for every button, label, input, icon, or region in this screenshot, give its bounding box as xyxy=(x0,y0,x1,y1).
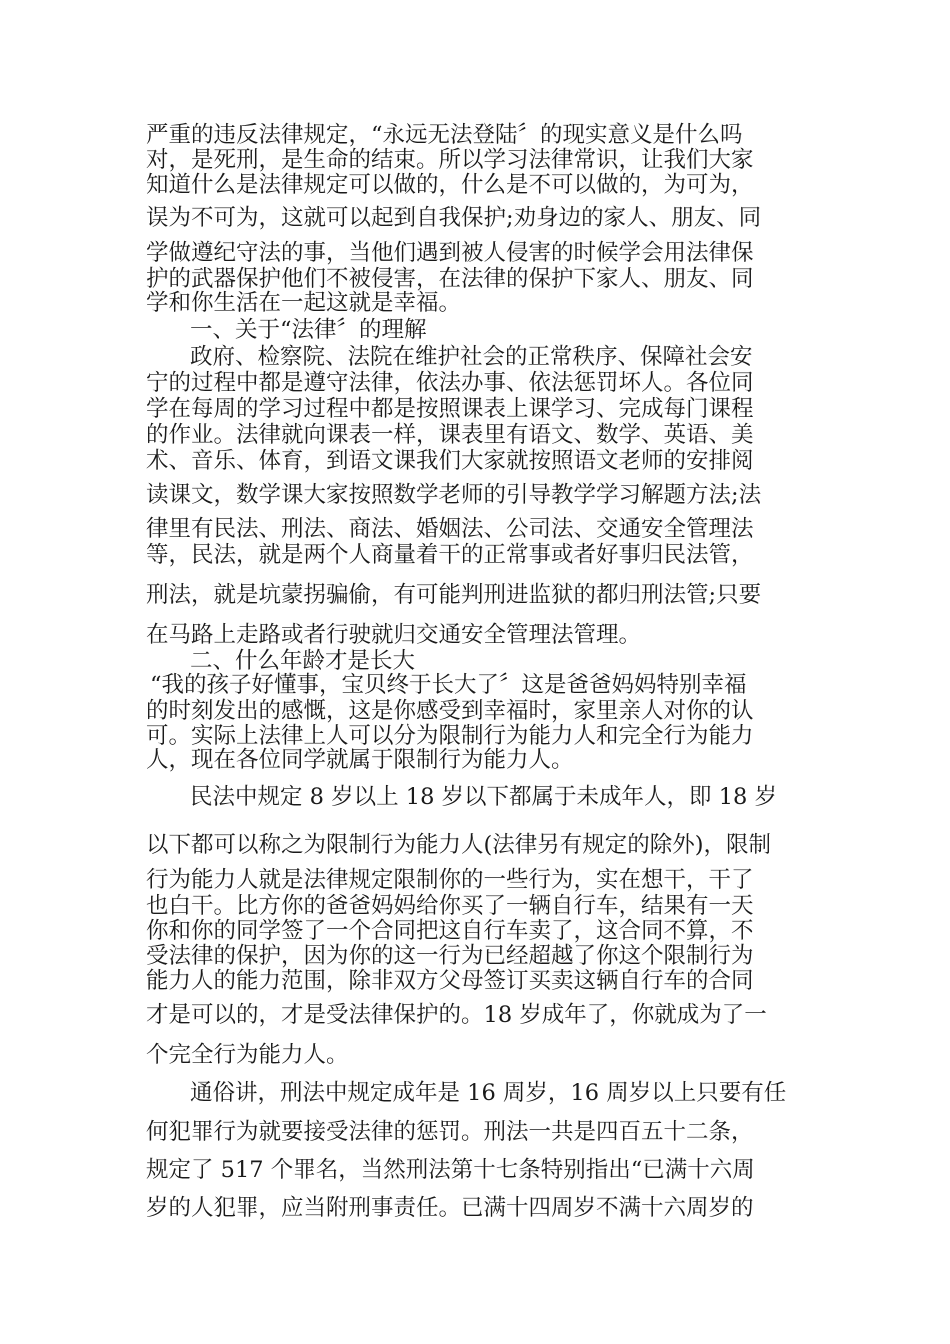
text-line: 宁的过程中都是遵守法律，依法办事、依法惩罚坏人。各位同 xyxy=(146,370,754,396)
text-line: 也白干。比方你的爸爸妈妈给你买了一辆自行车，结果有一天 xyxy=(146,893,754,919)
text-line: 个完全行为能力人。 xyxy=(146,1042,349,1068)
section-heading: 二、什么年龄才是长大 xyxy=(190,648,416,674)
text-line: 才是可以的，才是受法律保护的。18 岁成年了，你就成为了一 xyxy=(146,1002,767,1028)
text-line: 受法律的保护，因为你的这一行为已经超越了你这个限制行为 xyxy=(146,943,754,969)
text-line: 的作业。法律就向课表一样，课表里有语文、数学、英语、美 xyxy=(146,422,754,448)
text-line: 律里有民法、刑法、商法、婚姻法、公司法、交通安全管理法 xyxy=(146,516,754,542)
text-line: 的时刻发出的感慨，这是你感受到幸福时，家里亲人对你的认 xyxy=(146,698,754,724)
text-line: 行为能力人就是法律规定限制你的一些行为，实在想干，干了 xyxy=(146,867,754,893)
text-line: 学和你生活在一起这就是幸福。 xyxy=(146,290,462,316)
text-line: 学在每周的学习过程中都是按照课表上课学习、完成每门课程 xyxy=(146,396,754,422)
text-line: 民法中规定 8 岁以上 18 岁以下都属于未成年人，即 18 岁 xyxy=(190,784,777,810)
text-line: 护的武器保护他们不被侵害，在法律的保护下家人、朋友、同 xyxy=(146,266,754,292)
text-line: 在马路上走路或者行驶就归交通安全管理法管理。 xyxy=(146,622,642,648)
text-line: 人，现在各位同学就属于限制行为能力人。 xyxy=(146,747,574,773)
text-line: 政府、检察院、法院在维护社会的正常秩序、保障社会安 xyxy=(190,344,753,370)
text-line: 刑法，就是坑蒙拐骗偷，有可能判刑进监狱的都归刑法管;只要 xyxy=(146,582,762,608)
text-line: 读课文，数学课大家按照数学老师的引导教学学习解题方法;法 xyxy=(146,482,762,508)
text-line: 规定了 517 个罪名，当然刑法第十七条特别指出“已满十六周 xyxy=(146,1157,755,1183)
text-line: 可。实际上法律上人可以分为限制行为能力人和完全行为能力 xyxy=(146,723,754,749)
text-line: 通俗讲，刑法中规定成年是 16 周岁，16 周岁以上只要有任 xyxy=(190,1080,787,1106)
text-line: 以下都可以称之为限制行为能力人(法律另有规定的除外)，限制 xyxy=(146,832,772,858)
text-line: 何犯罪行为就要接受法律的惩罚。刑法一共是四百五十二条， xyxy=(146,1119,754,1145)
text-line: 学做遵纪守法的事，当他们遇到被人侵害的时候学会用法律保 xyxy=(146,240,754,266)
text-line: “我的孩子好懂事，宝贝终于长大了〞这是爸爸妈妈特别幸福 xyxy=(150,672,747,698)
text-line: 严重的违反法律规定，“永远无法登陆〞的现实意义是什么吗 xyxy=(146,122,743,148)
text-line: 能力人的能力范围，除非双方父母签订买卖这辆自行车的合同 xyxy=(146,968,754,994)
text-line: 术、音乐、体育，到语文课我们大家就按照语文老师的安排阅 xyxy=(146,448,754,474)
text-line: 误为不可为，这就可以起到自我保护;劝身边的家人、朋友、同 xyxy=(146,205,762,231)
text-line: 岁的人犯罪，应当附刑事责任。已满十四周岁不满十六周岁的 xyxy=(146,1195,754,1221)
text-line: 知道什么是法律规定可以做的，什么是不可以做的，为可为， xyxy=(146,172,754,198)
text-line: 等，民法，就是两个人商量着干的正常事或者好事归民法管， xyxy=(146,542,754,568)
section-heading: 一、关于“法律〞的理解 xyxy=(190,317,427,343)
text-line: 你和你的同学签了一个合同把这自行车卖了，这合同不算，不 xyxy=(146,918,754,944)
text-line: 对，是死刑，是生命的结束。所以学习法律常识，让我们大家 xyxy=(146,147,754,173)
